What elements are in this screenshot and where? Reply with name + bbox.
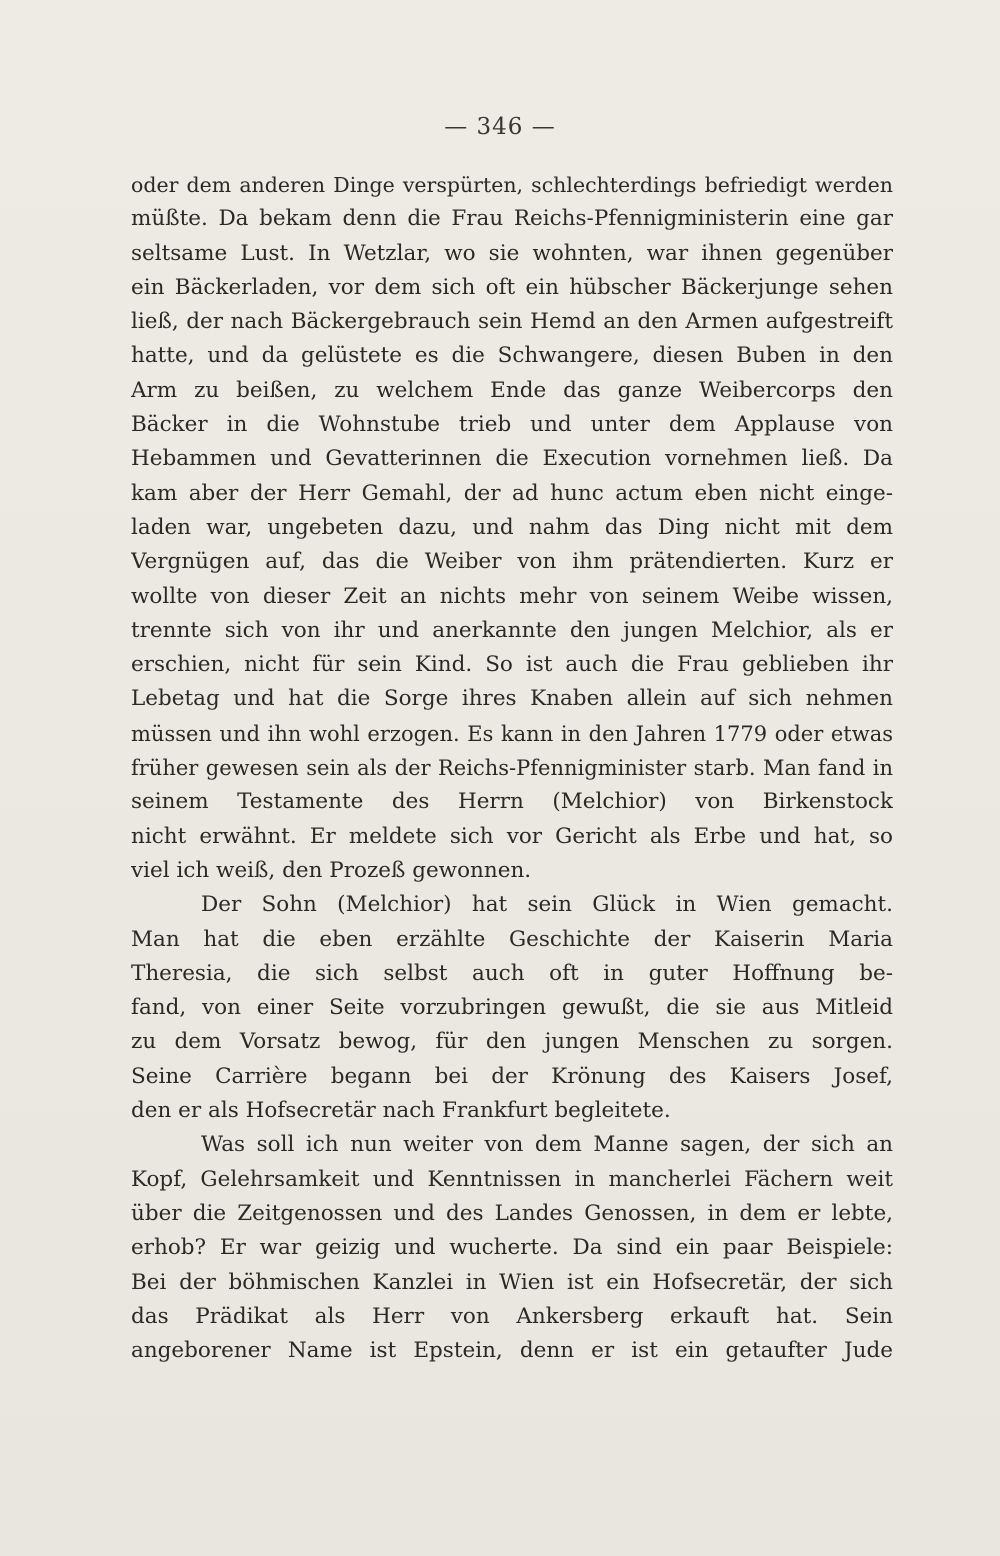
- text-line: Vergnügen auf, das die Weiber von ihm prätendierten. Kurz er: [131, 549, 893, 575]
- text-line: erschien, nicht für sein Kind. So ist auch die Frau geblieben ihr: [131, 652, 893, 678]
- text-line: viel ich weiß, den Prozeß gewonnen.: [131, 857, 532, 883]
- text-line: das Prädikat als Herr von Ankersberg erkauft hat. Sein: [131, 1303, 893, 1329]
- text-line: Hebammen und Gevatterinnen die Execution vornehmen ließ. Da: [131, 446, 893, 472]
- text-line: früher gewesen sein als der Reichs-Pfennigminister starb. Man fand in: [131, 756, 893, 781]
- text-line: über die Zeitgenossen und des Landes Genossen, in dem er lebte,: [131, 1200, 893, 1226]
- page-number: — 346 —: [444, 114, 556, 140]
- text-line: trennte sich von ihr und anerkannte den jungen Melchior, als er: [131, 617, 893, 643]
- text-line: Theresia, die sich selbst auch oft in guter Hoffnung be-: [131, 960, 893, 986]
- text-line: Kopf, Gelehrsamkeit und Kenntnissen in mancherlei Fächern weit: [131, 1166, 893, 1192]
- text-line: fand, von einer Seite vorzubringen gewußt, die sie aus Mitleid: [131, 995, 893, 1021]
- text-line: hatte, und da gelüstete es die Schwangere, diesen Buben in den: [131, 343, 893, 369]
- text-line: Man hat die eben erzählte Geschichte der Kaiserin Maria: [131, 926, 893, 952]
- text-line: Arm zu beißen, zu welchem Ende das ganze Weibercorps den: [131, 377, 893, 403]
- text-line: Seine Carrière begann bei der Krönung des Kaisers Josef,: [131, 1063, 893, 1089]
- text-line: ließ, der nach Bäckergebrauch sein Hemd an den Armen aufgestreift: [131, 309, 893, 335]
- text-line: angeborener Name ist Epstein, denn er ist ein getaufter Jude: [131, 1338, 893, 1364]
- text-line: kam aber der Herr Gemahl, der ad hunc actum eben nicht einge-: [131, 480, 893, 506]
- text-line: nicht erwähnt. Er meldete sich vor Gericht als Erbe und hat, so: [131, 823, 893, 849]
- text-line: Der Sohn (Melchior) hat sein Glück in Wien gemacht.: [201, 892, 893, 918]
- text-line: müssen und ihn wohl erzogen. Es kann in den Jahren 1779 oder etwas: [131, 721, 893, 746]
- text-line: erhob? Er war geizig und wucherte. Da sind ein paar Beispiele:: [131, 1235, 893, 1261]
- body-text: [131, 168, 893, 1368]
- text-line: seltsame Lust. In Wetzlar, wo sie wohnten, war ihnen gegenüber: [131, 240, 893, 266]
- text-line: wollte von dieser Zeit an nichts mehr von seinem Weibe wissen,: [131, 583, 893, 609]
- text-line: den er als Hofsecretär nach Frankfurt begleitete.: [131, 1098, 671, 1124]
- text-line: müßte. Da bekam denn die Frau Reichs-Pfennigministerin eine gar: [131, 206, 893, 232]
- text-line: seinem Testamente des Herrn (Melchior) von Birkenstock: [131, 789, 893, 815]
- text-line: Lebetag und hat die Sorge ihres Knaben allein auf sich nehmen: [131, 686, 893, 712]
- text-line: Bei der böhmischen Kanzlei in Wien ist ein Hofsecretär, der sich: [131, 1269, 893, 1295]
- text-line: laden war, ungebeten dazu, und nahm das Ding nicht mit dem: [131, 514, 893, 540]
- text-line: Was soll ich nun weiter von dem Manne sagen, der sich an: [201, 1132, 893, 1158]
- text-line: oder dem anderen Dinge verspürten, schlechterdings befriedigt werden: [131, 173, 893, 197]
- text-line: zu dem Vorsatz bewog, für den jungen Menschen zu sorgen.: [131, 1029, 893, 1055]
- text-line: ein Bäckerladen, vor dem sich oft ein hübscher Bäckerjunge sehen: [131, 274, 893, 300]
- text-line: Bäcker in die Wohnstube trieb und unter dem Applause von: [131, 412, 893, 438]
